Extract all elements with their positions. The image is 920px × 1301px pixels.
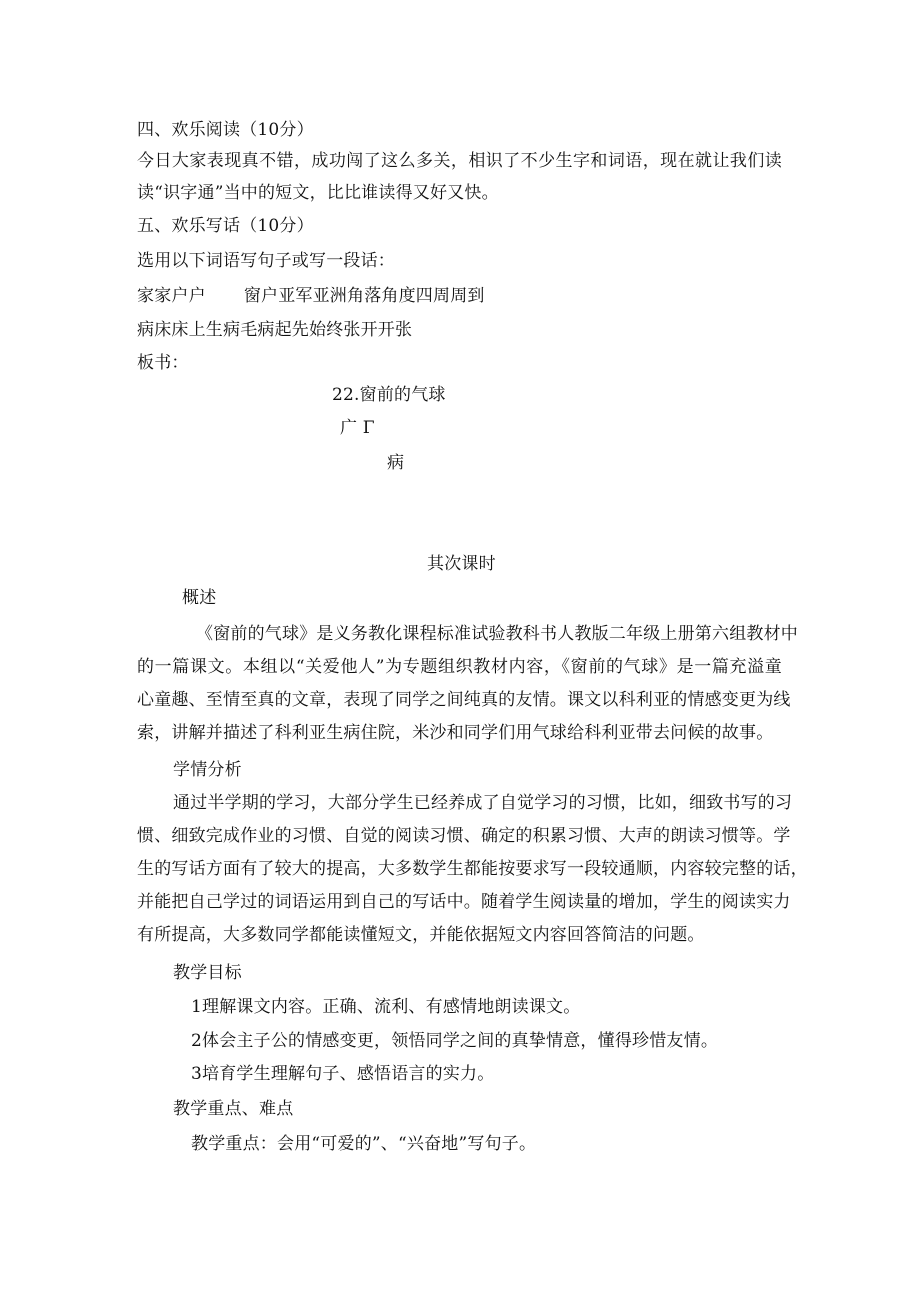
word-list-line2: 病床床上生病毛病起先始终张开开张 — [137, 320, 413, 340]
overview-line: 《窗前的气球》是义务教化课程标准试验教科书人教版二年级上册第六组教材中 — [196, 624, 798, 644]
analysis-line: 惯、细致完成作业的习惯、自觉的阅读习惯、确定的积累习惯、大声的朗读习惯等。学 — [137, 826, 791, 846]
keypoint-line: 教学重点：会用“可爱的”、“兴奋地”写句子。 — [191, 1134, 537, 1154]
goal-item: 1理解课文内容。正确、流利、有感情地朗读课文。 — [191, 997, 581, 1017]
goal-item: 2体会主子公的情感变更，领悟同学之间的真挚情意，懂得珍惜友情。 — [191, 1031, 719, 1051]
analysis-line: 通过半学期的学习，大部分学生已经养成了自觉学习的习惯，比如，细致书写的习 — [173, 793, 793, 813]
analysis-line: 有所提高，大多数同学都能读懂短文，并能依据短文内容回答简洁的问题。 — [137, 925, 705, 945]
section4-heading: 四、欢乐阅读（10分） — [137, 120, 314, 140]
section4-text-line1: 今日大家表现真不错，成功闯了这么多关，相识了不少生字和词语，现在就让我们读 — [137, 151, 782, 171]
word-list-line1 — [137, 285, 485, 307]
analysis-line: 并能把自己学过的词语运用到自己的写话中。随着学生阅读量的增加，学生的阅读实力 — [137, 892, 791, 912]
word-group-b: 窗户亚军亚洲角落角度四周周到 — [243, 286, 485, 306]
analysis-line: 生的写话方面有了较大的提高，大多数学生都能按要求写一段较通顺，内容较完整的话， — [137, 859, 808, 879]
word-group-a: 家家户户 — [137, 286, 206, 306]
goal-item: 3培育学生理解句子、感悟语言的实力。 — [191, 1064, 495, 1084]
board-title: 22.窗前的气球 — [332, 385, 446, 405]
overview-line: 索，讲解并描述了科利亚生病住院，米沙和同学们用气球给科利亚带去问候的故事。 — [137, 723, 774, 743]
overview-heading: 概述 — [182, 588, 217, 608]
board-char: 病 — [387, 453, 405, 473]
section5-heading: 五、欢乐写话（10分） — [137, 216, 314, 236]
keypoints-heading: 教学重点、难点 — [173, 1099, 294, 1119]
section5-instruction: 选用以下词语写句子或写一段话： — [137, 251, 395, 271]
board-glyphs: 广 Γ — [340, 418, 375, 438]
overview-line: 的一篇课文。本组以“关爱他人”为专题组织教材内容，《窗前的气球》是一篇充溢童 — [137, 657, 782, 677]
section4-text-line2: 读“识字通”当中的短文，比比谁读得又好又快。 — [137, 183, 499, 203]
overview-line: 心童趣、至情至真的文章，表现了同学之间纯真的友情。课文以科利亚的情感变更为线 — [137, 690, 791, 710]
analysis-heading: 学情分析 — [173, 760, 242, 780]
board-label: 板书： — [137, 353, 189, 373]
goals-heading: 教学目标 — [173, 963, 242, 983]
lesson2-title: 其次课时 — [427, 554, 496, 574]
